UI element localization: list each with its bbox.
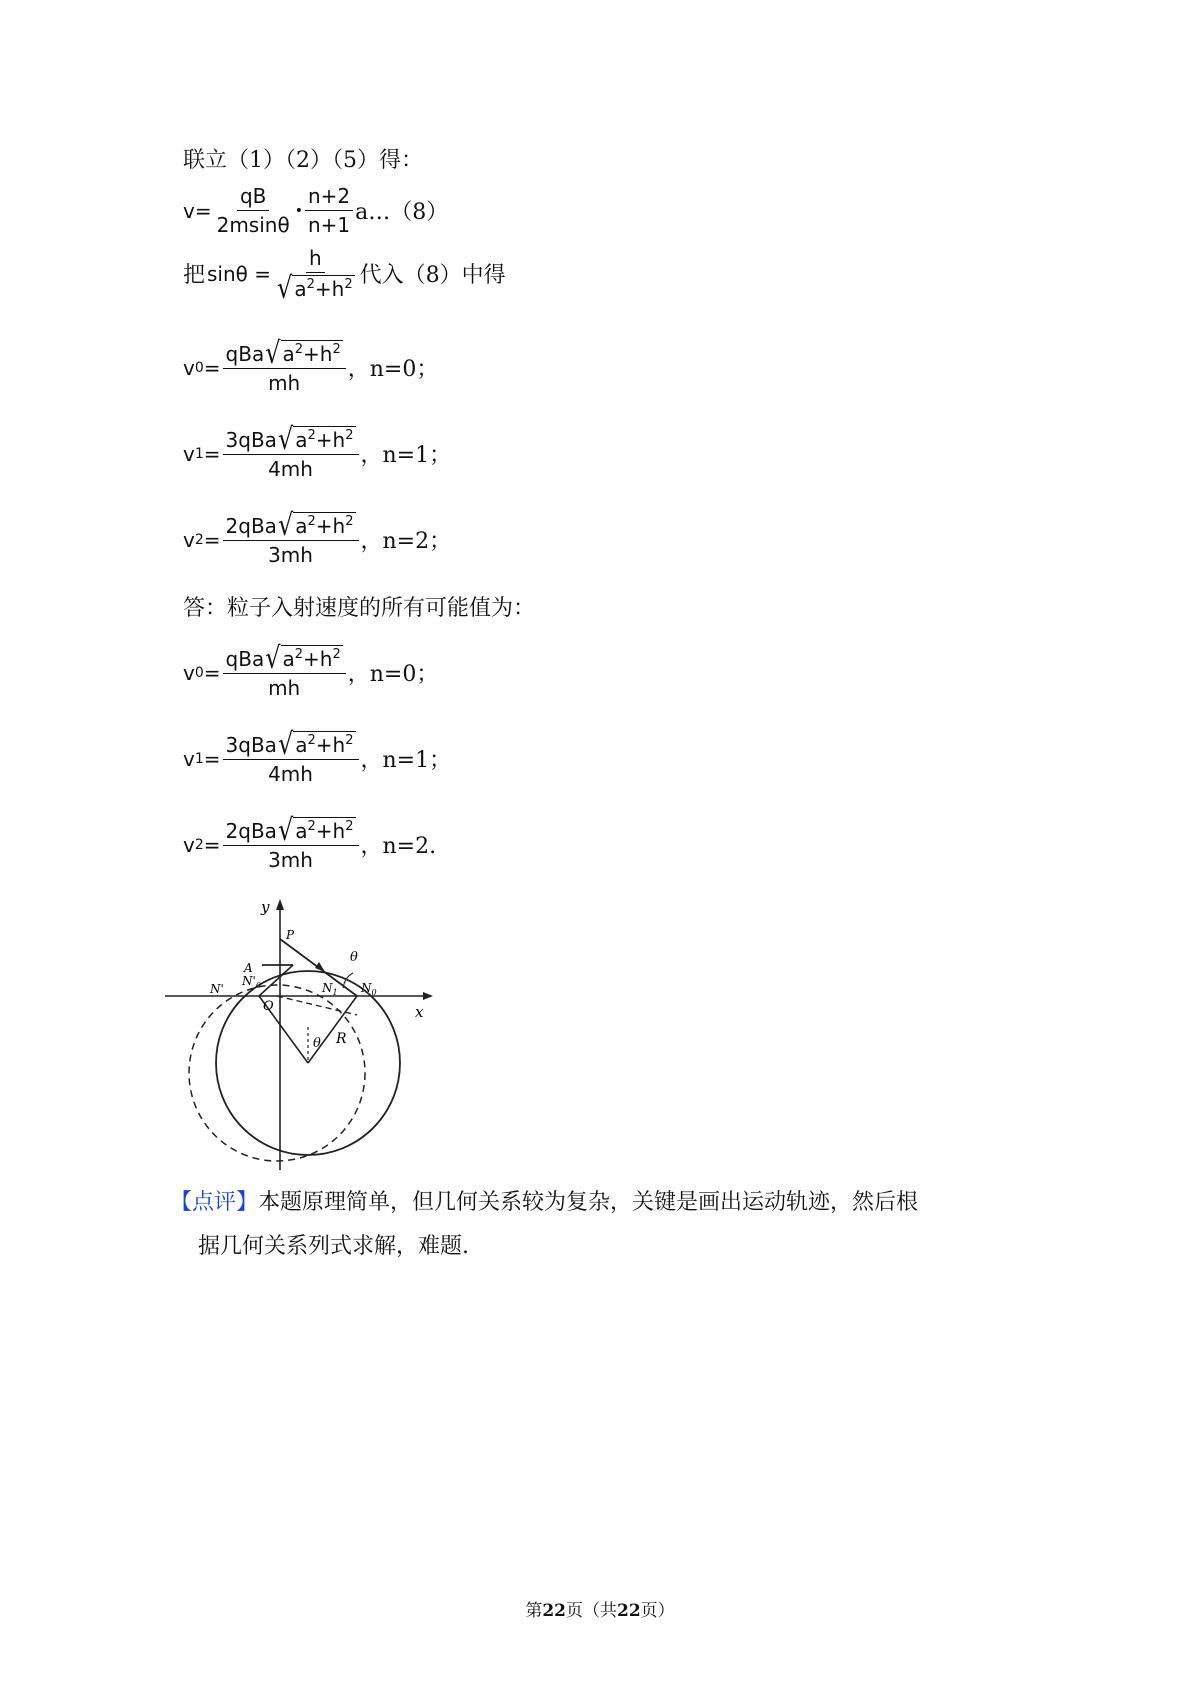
exp-h: 2 [345,428,354,443]
velocity-numerator [223,726,359,762]
eq8-tail: a…（8） [355,200,449,225]
exp-a: 2 [307,428,316,443]
numerator-sqrt [265,640,343,676]
radical-sign: √ [265,335,281,371]
subst-suffix: 代入（8）中得 [359,263,506,288]
radicand [293,817,355,843]
velocity-symbol: v [183,832,195,857]
radicand-h: +h [315,428,346,452]
segment-o-n0prime [259,965,293,996]
label-theta-top: θ [350,950,358,965]
velocity-equation [183,726,452,786]
label-n0-prime: $N'_0$ [242,974,261,990]
velocity-fraction [223,335,346,395]
numerator-coef: 3qBa [225,733,277,757]
velocity-subscript: 1 [194,750,204,767]
footer-mid: 页（共 [566,1601,617,1621]
eq8-fraction-2 [305,184,353,237]
velocity-numerator [223,421,359,457]
radicand-h: +h [315,514,346,538]
equals-sign: = [203,527,221,552]
exp-a: 2 [307,733,316,748]
velocity-denominator: 3mh [268,848,313,872]
radicand [281,340,343,366]
numerator-coef: 2qBa [225,514,277,538]
equals-sign: = [203,355,221,380]
radicand-a: a [282,342,295,366]
intro-line: 联立（1）（2）（5）得： [183,148,423,173]
review-line-2: 据几何关系列式求解，难题. [198,1234,469,1259]
eq8-fraction-1 [214,184,293,237]
radicand-h: +h [315,819,346,843]
velocity-equation [183,640,439,700]
y-axis-arrow [276,899,284,910]
label-y: y [261,898,270,916]
review-tag: 【点评】 [170,1190,259,1215]
radicand-h: +h [314,277,345,301]
velocity-denominator: 4mh [268,762,313,786]
answer-line: 答：粒子入射速度的所有可能值为： [183,596,536,621]
numerator-sqrt [277,421,356,457]
footer-total-pages: 22 [617,1601,641,1621]
exp-h: 2 [332,647,341,662]
review-text-1: 本题原理简单，但几何关系较为复杂，关键是画出运动轨迹，然后根 [258,1190,919,1215]
radicand-a: a [295,733,308,757]
eq8-f1-num: qB [237,184,269,211]
velocity-equation [183,507,452,567]
velocity-fraction [223,421,359,481]
velocity-denominator: mh [268,371,301,395]
subst-prefix: 把 [183,263,206,288]
eq8-f1-den: 2msinθ [216,213,290,237]
page-footer [0,1596,1200,1621]
equals-sign: = [203,746,221,771]
velocity-denominator: mh [268,676,301,700]
dashed-trajectory-circle [189,985,365,1161]
subst-radicand [292,275,354,301]
trajectory-figure [165,895,450,1175]
radicand [293,426,355,452]
equals-sign: = [203,832,221,857]
condition-text: ，n=0； [347,662,439,687]
radicand-a: a [295,514,308,538]
substitution-line [183,246,506,306]
velocity-numerator [223,335,346,371]
label-a: A [244,961,253,975]
exp-a: 2 [294,342,304,357]
label-o: O [263,999,274,1014]
radicand-h: +h [303,647,333,671]
review-line-1 [170,1188,918,1218]
numerator-sqrt [277,726,356,762]
footer-post: 页） [640,1601,675,1621]
velocity-fraction [223,640,346,700]
label-p: P [286,928,295,942]
velocity-symbol: v [183,527,195,552]
numerator-coef: qBa [225,647,265,671]
radicand [281,645,343,671]
numerator-sqrt [277,812,356,848]
radicand-a: a [294,277,307,301]
radicand-a: a [295,819,308,843]
velocity-symbol: v [183,355,195,380]
subst-lhs: sinθ = [207,261,272,286]
subst-fraction [273,246,358,306]
velocity-subscript: 2 [194,531,204,548]
condition-text: ，n=2； [360,529,452,554]
exp-h: 2 [345,819,354,834]
velocity-denominator: 3mh [268,543,313,567]
label-n-prime: N' [210,982,224,996]
condition-text: ，n=1； [360,443,452,468]
velocity-fraction [223,507,359,567]
radical-sign: √ [277,726,294,762]
eq8-lhs: v= [183,198,212,223]
numerator-coef: qBa [225,342,265,366]
exp-a: 2 [307,514,316,529]
condition-text: ，n=2. [360,834,437,859]
radius-r [308,996,357,1063]
radicand-a: a [295,428,308,452]
eq8-f2-num: n+2 [305,184,353,211]
velocity-symbol: v [183,660,195,685]
numerator-coef: 2qBa [225,819,277,843]
velocity-subscript: 2 [194,836,204,853]
x-axis-arrow [423,992,433,1000]
radicand-h: +h [315,733,346,757]
velocity-equation [183,335,439,395]
radicand-a: a [282,647,295,671]
velocity-symbol: v [183,746,195,771]
velocity-denominator: 4mh [268,457,313,481]
radicand [293,512,355,538]
exp-a: 2 [294,647,304,662]
velocity-symbol: v [183,441,195,466]
condition-text: ，n=0； [347,357,439,382]
radical-sign: √ [277,270,293,306]
numerator-coef: 3qBa [225,428,277,452]
equation-8 [183,184,448,237]
label-n1: $N_1$ [322,981,338,997]
numerator-sqrt [277,507,356,543]
velocity-numerator [223,812,359,848]
eq8-dot: • [294,202,303,219]
numerator-sqrt [265,335,343,371]
exp-h: 2 [345,733,354,748]
radical-sign: √ [277,507,294,543]
condition-text: ，n=1； [360,748,452,773]
exp-h: 2 [345,514,354,529]
radicand-h: +h [303,342,333,366]
label-theta-center: θ [313,1036,321,1051]
subst-sqrt [277,270,355,306]
velocity-subscript: 0 [194,664,204,681]
footer-pre: 第 [525,1601,543,1621]
radical-sign: √ [277,421,294,457]
velocity-fraction [223,812,359,872]
equals-sign: = [203,441,221,466]
label-r: R [336,1031,347,1047]
velocity-equation [183,812,437,872]
velocity-fraction [223,726,359,786]
velocity-subscript: 0 [194,359,204,376]
velocity-numerator [223,507,359,543]
label-n0: $N_0$ [361,981,377,997]
label-x: x [415,1003,424,1021]
footer-page-number: 22 [542,1601,566,1621]
exp-a: 2 [307,819,316,834]
velocity-equation [183,421,452,481]
subst-num: h [306,246,325,273]
exp-a: 2 [306,277,315,292]
velocity-numerator [223,640,346,676]
radicand [293,731,355,757]
equals-sign: = [203,660,221,685]
eq8-f2-den: n+1 [307,213,351,237]
velocity-subscript: 1 [194,445,204,462]
radical-sign: √ [277,812,294,848]
exp-h: 2 [344,277,353,292]
subst-den [273,270,358,306]
radical-sign: √ [265,640,281,676]
exp-h: 2 [332,342,341,357]
